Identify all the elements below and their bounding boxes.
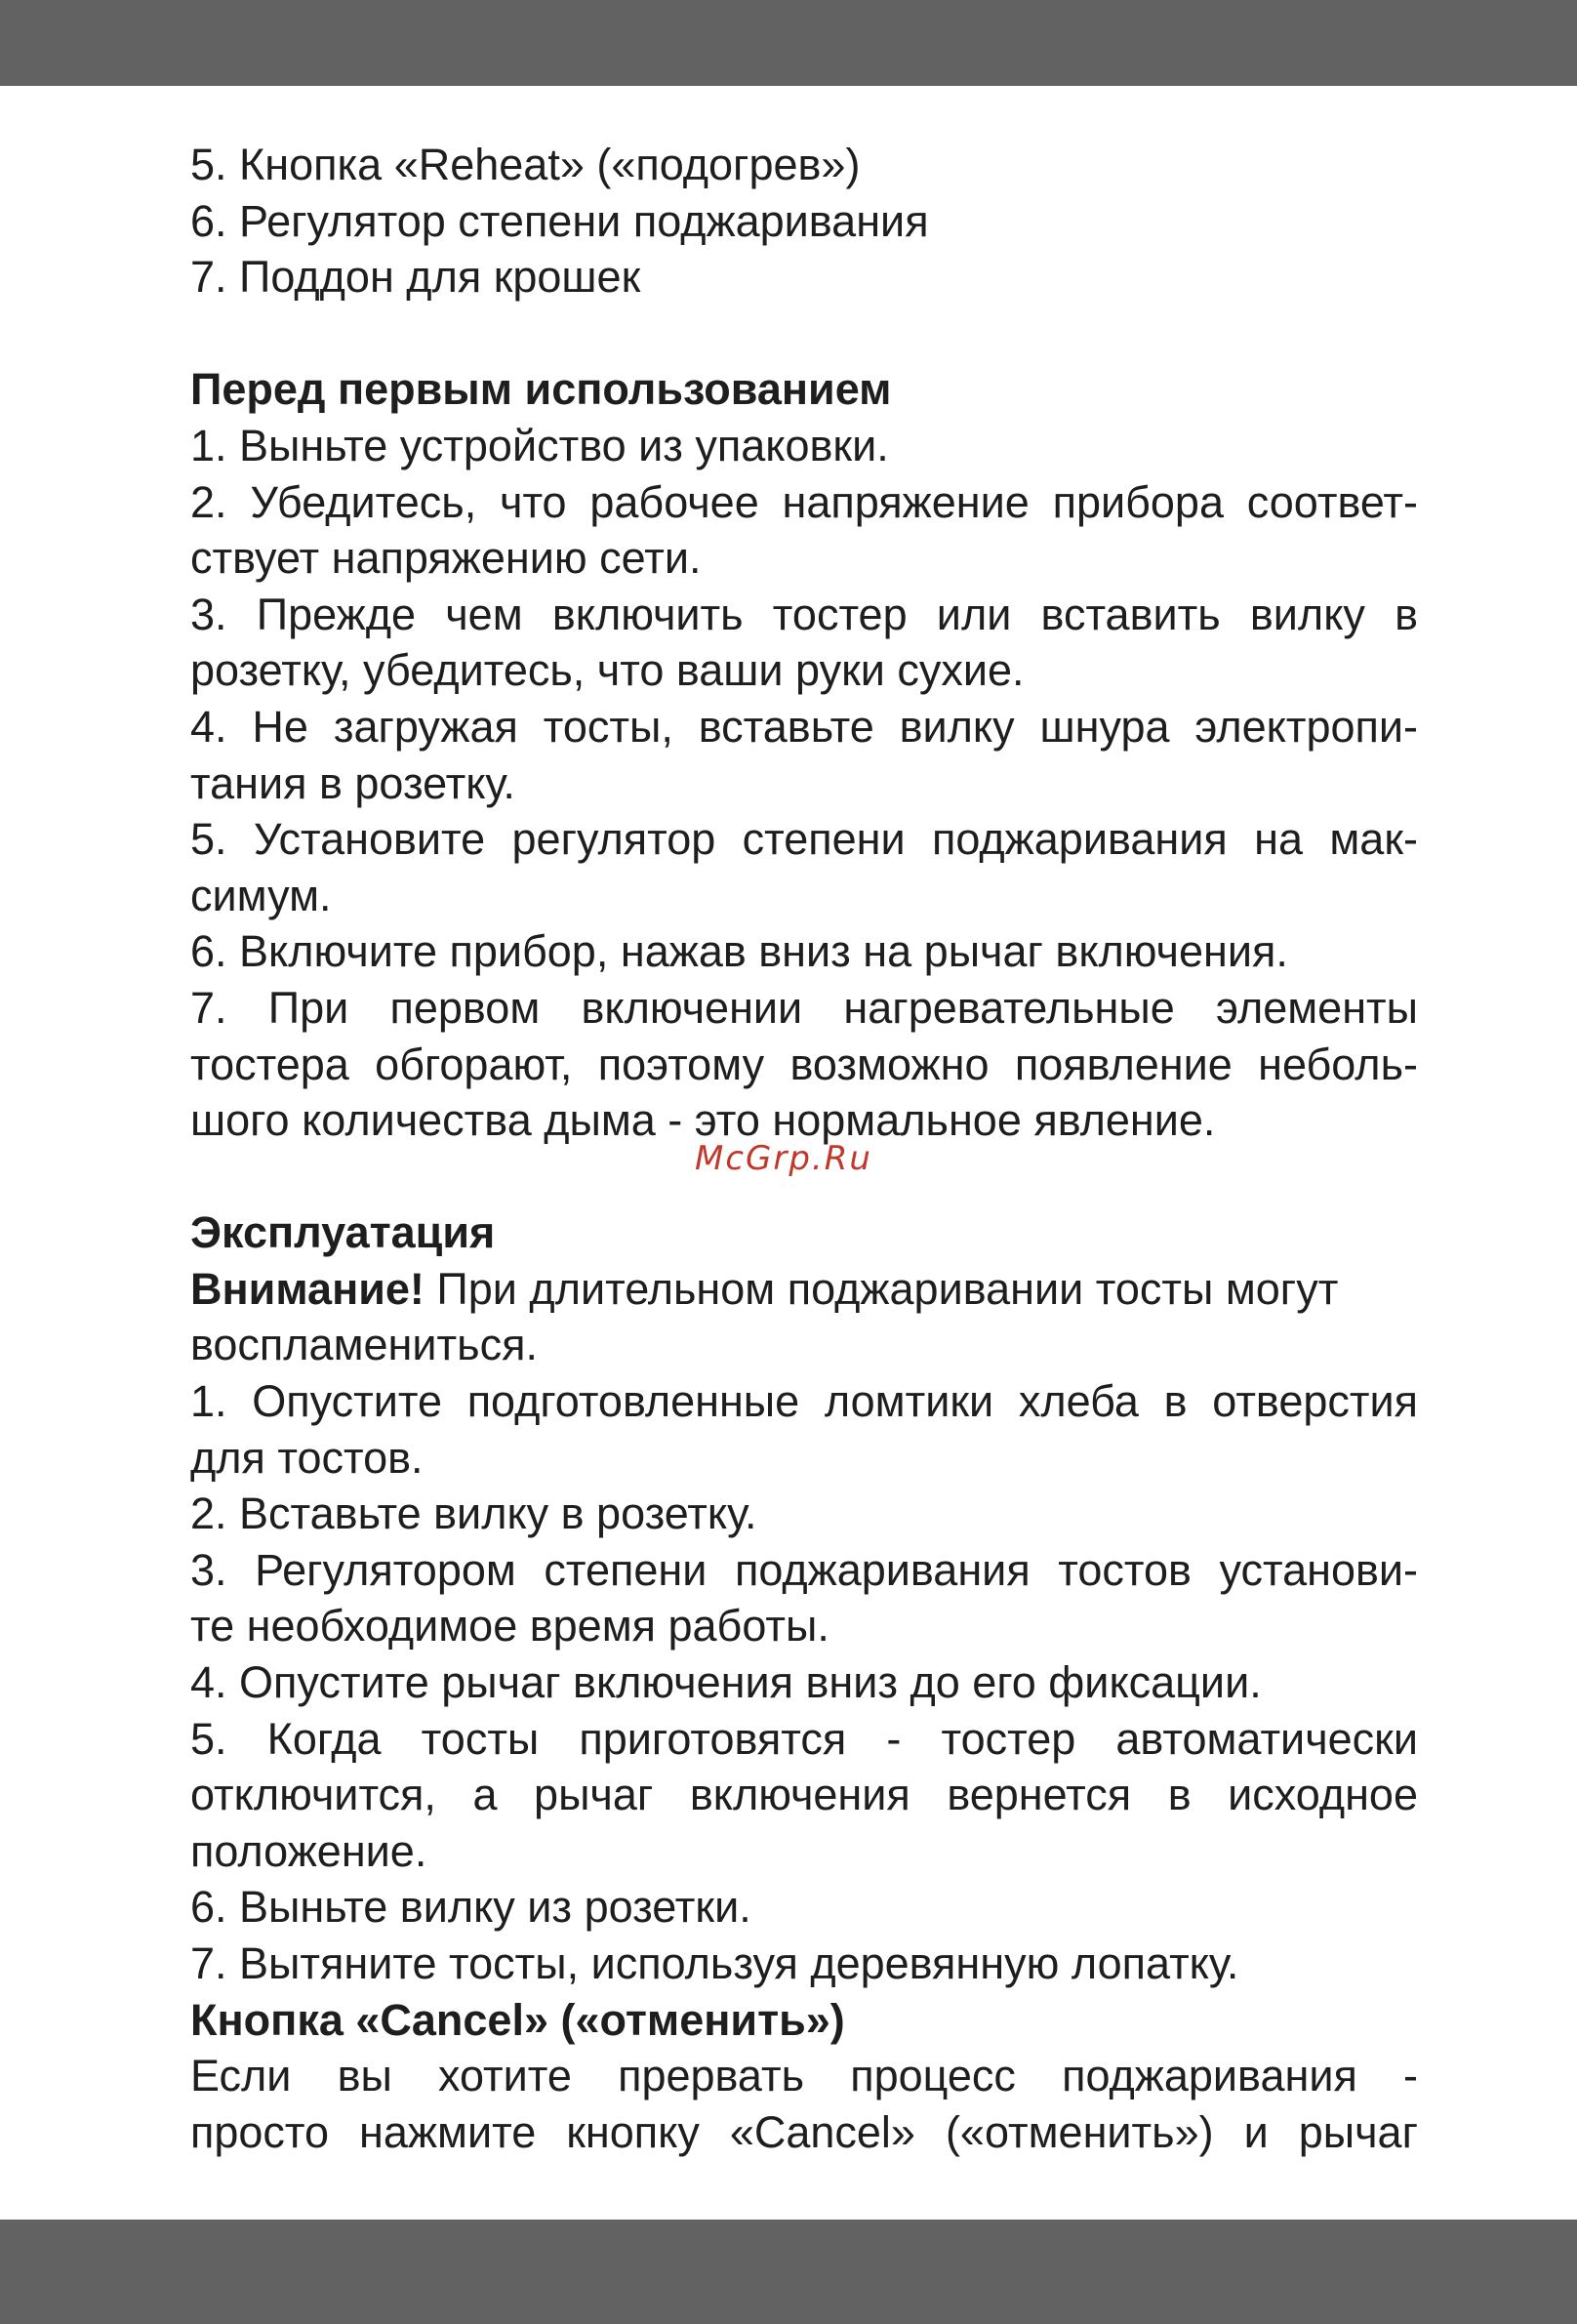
text-line: ствует напряжению сети.: [190, 533, 702, 584]
text-line: воспламениться.: [190, 1320, 538, 1370]
text-line: 5. Установите регулятор степени поджаривания на мак-: [190, 814, 1418, 865]
text-line: 4. Не загружая тосты, вставьте вилку шнура электропи-: [190, 701, 1418, 752]
section-heading-before-first-use: Перед первым использованием: [190, 364, 892, 415]
warning-text: При длительном поджаривании тосты могут: [424, 1263, 1339, 1314]
watermark: McGrp.Ru: [695, 1139, 872, 1178]
spacer: [190, 306, 1418, 362]
section-heading-cancel-button: Кнопка «Cancel» («отменить»): [190, 1994, 845, 2045]
text-line: розетку, убедитесь, что ваши руки сухие.: [190, 645, 1025, 696]
list-item: 7. Поддон для крошек: [190, 252, 641, 303]
text-line: 3. Регулятором степени поджаривания тостов установи-: [190, 1544, 1418, 1595]
text-line: 3. Прежде чем включить тостер или вставить вилку в: [190, 589, 1418, 639]
text-line: те необходимое время работы.: [190, 1601, 829, 1651]
text-line: 2. Убедитесь, что рабочее напряжение прибора соответ-: [190, 476, 1418, 527]
list-item: 6. Регулятор степени поджаривания: [190, 195, 929, 246]
text-line: 1. Опустите подготовленные ломтики хлеба в отверстия: [190, 1376, 1418, 1427]
text-line: 7. Вытяните тосты, используя деревянную лопатку.: [190, 1938, 1239, 1988]
text-line: 2. Вставьте вилку в розетку.: [190, 1488, 757, 1539]
text-line: 6. Выньте вилку из розетки.: [190, 1882, 751, 1933]
text-line: 7. При первом включении нагревательные элементы: [190, 982, 1418, 1033]
text-line: симум.: [190, 870, 332, 920]
section-heading-operation: Эксплуатация: [190, 1207, 496, 1258]
text-line: тостера обгорают, поэтому возможно появление неболь-: [190, 1039, 1418, 1089]
text-line: 1. Выньте устройство из упаковки.: [190, 420, 889, 470]
bottom-gray-band: [0, 2220, 1577, 2324]
text-line: 4. Опустите рычаг включения вниз до его фиксации.: [190, 1657, 1262, 1708]
text-line: Если вы хотите прервать процесс поджаривания -: [190, 2051, 1418, 2101]
text-line: шого количества дыма - это нормальное явление.: [190, 1095, 1216, 1146]
text-line: просто нажмите кнопку «Cancel» («отменить») и рычаг: [190, 2106, 1418, 2157]
text-line: 6. Включите прибор, нажав вниз на рычаг включения.: [190, 926, 1288, 977]
text-line: положение.: [190, 1825, 427, 1876]
warning-line: [190, 1261, 1418, 1318]
top-gray-band: [0, 0, 1577, 86]
text-line: 5. Когда тосты приготовятся - тостер автоматически: [190, 1713, 1418, 1764]
text-line: тания в розетку.: [190, 757, 515, 808]
list-item: 5. Кнопка «Reheat» («подогрев»): [190, 140, 861, 189]
text-line: отключится, а рычаг включения вернется в исходное: [190, 1770, 1418, 1820]
text-line: для тостов.: [190, 1432, 424, 1483]
warning-label: Внимание!: [190, 1263, 425, 1314]
